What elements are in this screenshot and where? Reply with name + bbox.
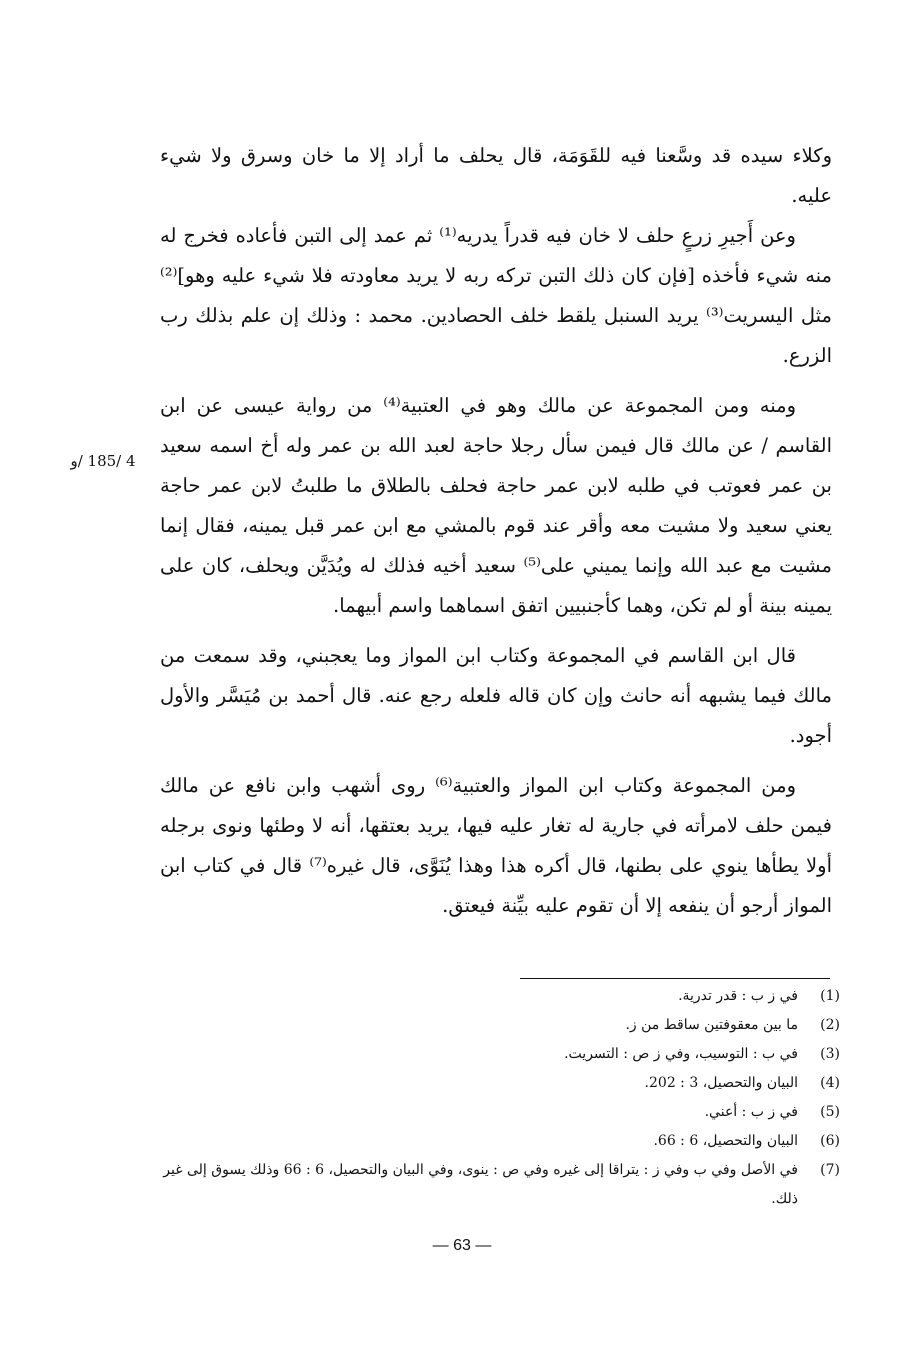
- footnote: [160, 1098, 840, 1127]
- footnote: [160, 982, 840, 1011]
- footnote: [160, 1040, 840, 1069]
- paragraph-5: ومن المجموعة وكتاب ابن المواز والعتبية⁽⁶⁾ روى أشهب وابن نافع عن مالك فيمن حلف لامرأته في جارية له تغار عليه فيها، يريد بعتقها، أنه لا وطئها ونوى برجله أولا يطأها ينوي على بطنها، قال أكره هذا وهذا يُنَوَّى، قال غيره⁽⁷⁾ قال في كتاب ابن المواز أرجو أن ينفعه إلا أن تقوم عليه بيِّنة فيعتق.: [160, 774, 833, 917]
- footnote: [160, 1011, 840, 1040]
- footnote-text: في ز ب : قدر تدرية.: [678, 988, 798, 1004]
- footnote-divider: [520, 978, 830, 979]
- footnotes: [160, 982, 840, 1214]
- footnote-text: البيان والتحصيل، 6 : 66.: [653, 1133, 798, 1149]
- footnote-number: (3): [820, 1046, 840, 1062]
- paragraph-3: ومنه ومن المجموعة عن مالك وهو في العتبية⁽⁴⁾ من رواية عيسى عن ابن القاسم / عن مالك قال فيمن سأل رجلا حاجة لعبد الله بن عمر وله أخ اسمه سعيد بن عمر فعوتب في طلبه لابن عمر حاجة فحلف بالطلاق ما طلبتُ لابن عمر حاجة يعني سعيد ولا مشيت معه وأقر عند قوم بالمشي مع ابن عمر قبل يمينه، فقال إنما مشيت مع عبد الله وإنما يميني على⁽⁵⁾ سعيد أخيه فذلك له ويُدَيَّن ويحلف، كان على يمينه بينة أو لم تكن، وهما كأجنبيين اتفق اسماهما واسم أبيهما.: [160, 394, 832, 617]
- footnote-number: (1): [820, 988, 840, 1004]
- footnote-text: ما بين معقوفتين ساقط من ز.: [625, 1017, 798, 1033]
- paragraph-1: وكلاء سيده قد وسَّعنا فيه للقَوَمَة، قال يحلف ما أراد إلا ما خان وسرق ولا شيء عليه.: [160, 144, 832, 207]
- footnote: [160, 1156, 840, 1214]
- footnote-number: (5): [820, 1104, 840, 1120]
- footnote-text: البيان والتحصيل، 3 : 202.: [644, 1075, 798, 1091]
- body-text: [160, 136, 832, 926]
- footnote-number: (7): [820, 1162, 840, 1178]
- footnote: [160, 1127, 840, 1156]
- footnote-number: (2): [820, 1017, 840, 1033]
- footnote-number: (4): [820, 1075, 840, 1091]
- footnote-number: (6): [820, 1133, 840, 1149]
- footnote: [160, 1069, 840, 1098]
- footnote-text: في ز ب : أعني.: [704, 1104, 798, 1120]
- footnote-text: في الأصل وفي ب وفي ز : يتراقا إلى غيره وفي ص : ينوى، وفي البيان والتحصيل، 6 : 66 وذلك يسوق إلى غير ذلك.: [163, 1162, 798, 1207]
- footnote-text: في ب : التوسيب، وفي ز ص : التسريت.: [564, 1046, 798, 1062]
- paragraph-2: وعن أَجيرِ زرعٍ حلف لا خان فيه قدراً يدريه⁽¹⁾ ثم عمد إلى التبن فأعاده فخرج له منه شيء فأخذه [فإن كان ذلك التبن تركه ربه لا يريد معاودته فلا شيء عليه وهو]⁽²⁾ مثل اليسريت⁽³⁾ يريد السنبل يلقط خلف الحصادين. محمد : وذلك إن علم بذلك رب الزرع.: [160, 224, 832, 367]
- page-number: — 63 —: [432, 1237, 492, 1254]
- paragraph-4: قال ابن القاسم في المجموعة وكتاب ابن المواز وما يعجبني، وقد سمعت من مالك فيما يشبهه أنه حانث وإن كان قاله فلعله رجع عنه. قال أحمد بن مُيَسَّر والأول أجود.: [160, 644, 832, 747]
- margin-folio-note: 4 /185 /و: [70, 452, 136, 470]
